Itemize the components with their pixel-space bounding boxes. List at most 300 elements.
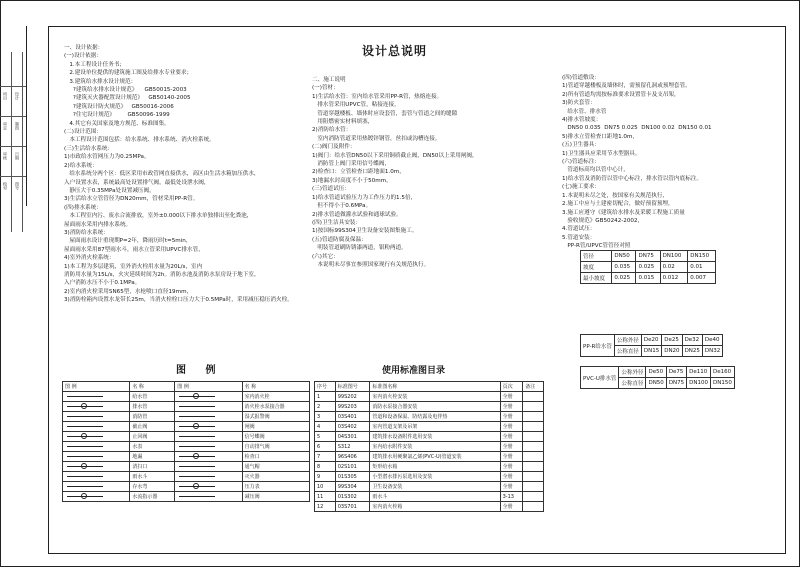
note-line: 1)本工程为多层建筑，室外消火栓用水量为20L/s，室内: [64, 263, 203, 270]
table-cell: DN32: [702, 346, 722, 357]
pipe-symbol-icon: [65, 493, 105, 499]
legend-row: [63, 482, 310, 492]
legend-name: 消防管: [130, 412, 175, 422]
table-header-cell: DN50: [612, 251, 636, 262]
legend-symbol: [63, 412, 130, 422]
table-cell: 室内消火栓箱: [370, 502, 500, 512]
note-line: 3)消防栓箱内设置水龙带长25m，当消火栓栓口压力大于0.5MPa时，采用减压稳压消火栓。: [64, 297, 293, 304]
table-row: [315, 482, 544, 492]
table-cell: 公称外径: [619, 367, 646, 378]
note-line: 验收规范》GB50242-2002，: [562, 217, 644, 224]
table-header-cell: 标准图名称: [370, 382, 500, 392]
note-line: 5.管道安装：: [562, 234, 596, 241]
pipe-symbol-icon: [65, 433, 105, 439]
note-line: 3.建筑给水排水设计规范：: [64, 78, 137, 85]
table-cell: DN50: [646, 378, 666, 389]
table-row: [315, 452, 544, 462]
pipe-symbol-icon: [65, 473, 105, 479]
table-cell: 公称直径: [614, 346, 641, 357]
table-header-cell: 序号: [315, 382, 336, 392]
legend-symbol: [63, 472, 130, 482]
table-header-cell: DN100: [660, 251, 688, 262]
table-cell: 03S701: [335, 502, 370, 512]
legend-table: [62, 381, 310, 502]
table-cell: 04S301: [335, 432, 370, 442]
table-cell: 消防水泵接合器安装: [370, 402, 500, 412]
table-header-cell: 页次: [500, 382, 523, 392]
legend-name: 止回阀: [130, 432, 175, 442]
pipe-symbol-icon: [65, 483, 105, 489]
notes-column-1: [64, 44, 302, 362]
table-cell: 公称直径: [619, 378, 646, 389]
pvcu-pipe-table: [580, 366, 735, 389]
note-line: 2)室内消火栓采用SN65型，水枪喷口直径19mm，: [64, 288, 193, 295]
legend-row: [63, 392, 310, 402]
legend-row: [63, 492, 310, 502]
title-block-row: [0, 176, 26, 177]
table-row: [315, 502, 544, 512]
pipe-symbol-icon: [177, 453, 217, 459]
legend-name: 截止阀: [130, 422, 175, 432]
note-line: PP-R管/UPVC管管径对照: [562, 243, 631, 250]
table-cell: 坡度: [581, 262, 612, 273]
table-header-cell: 备注: [523, 382, 544, 392]
table-cell: 管道和设备保温、防结露及电伴热: [370, 412, 500, 422]
table-cell: De32: [682, 335, 702, 346]
legend-symbol: [63, 482, 130, 492]
pipe-symbol-icon: [65, 423, 105, 429]
title-block-row: [0, 116, 26, 117]
table-row: [581, 273, 716, 284]
table-cell: 0.02: [660, 262, 688, 273]
note-line: 1)市政给水管网压力为0.25MPa。: [64, 154, 150, 161]
note-line: 管道穿越楼板、墙体时应设套管，套管与管道之间的缝隙: [312, 110, 458, 117]
table-header-cell: 管径: [581, 251, 612, 262]
legend-name: 清扫口: [130, 462, 175, 472]
table-row: [315, 472, 544, 482]
pipe-symbol-icon: [177, 393, 217, 399]
table-cell: De25: [662, 335, 682, 346]
table-cell: De110: [687, 367, 711, 378]
table-cell: De20: [641, 335, 661, 346]
stamp-label: 制图: [15, 122, 20, 130]
pipe-symbol-icon: [65, 393, 105, 399]
legend-symbol: [175, 392, 242, 402]
note-line: 但不得小于0.6MPa。: [312, 203, 372, 210]
pipe-symbol-icon: [177, 403, 217, 409]
table-cell: 02S101: [335, 462, 370, 472]
note-line: ?建筑灭火器配置设计规范》 GB50140-2005: [64, 95, 191, 102]
title-block-col: [11, 52, 23, 232]
legend-name: 灭火器: [242, 472, 309, 482]
pipe-symbol-icon: [177, 413, 217, 419]
legend-row: [63, 432, 310, 442]
table-cell: 矩形给水箱: [370, 462, 500, 472]
note-line: 室内消防管道采用热镀锌钢管，丝扣或沟槽连接。: [312, 135, 441, 142]
table-cell: 0.025: [612, 273, 636, 284]
note-line: ?建筑给水排水设计规范》 GB50015-2003: [64, 87, 187, 94]
table-cell: De160: [711, 367, 735, 378]
pipe-slope-table: [580, 250, 716, 284]
stamp-label: 图号: [15, 182, 20, 190]
note-line: 二、施工说明: [312, 77, 346, 83]
note-line: 2)排水管道做灌水试验和通球试验。: [312, 211, 402, 218]
table-header-cell: 名 称: [242, 382, 309, 392]
note-line: 管道标高均以管中心计，: [562, 167, 629, 174]
note-line: 5)排水立管检查口距地1.0m，: [562, 133, 639, 140]
table-cell: 建筑排水设备附件选用安装: [370, 432, 500, 442]
table-cell: 10: [315, 482, 336, 492]
table-cell: 全册: [500, 392, 523, 402]
title-block: [0, 26, 27, 206]
note-line: (五)管道防腐及保温：: [312, 236, 367, 243]
note-line: 3)生活给水立管管径为DN20mm，管材采用PP-R管。: [64, 196, 199, 203]
note-line: 1)卫生器具应采用节水型器具。: [562, 150, 641, 157]
note-line: 消防用水量为15L/s，火灾延续时间为2h。消防水池及消防水泵房设于地下室，: [64, 271, 260, 278]
note-line: 2.施工中应与土建密切配合，做好预留预埋，: [562, 201, 674, 208]
note-line: (六)管道标注：: [562, 159, 600, 166]
note-line: 2)消防给水管：: [312, 127, 352, 134]
table-cell: 室内管道支架及吊架: [370, 422, 500, 432]
table-header-cell: 标准图号: [335, 382, 370, 392]
legend-symbol: [175, 442, 242, 452]
legend-name: 自动排气阀: [242, 442, 309, 452]
legend-symbol: [63, 432, 130, 442]
legend-symbol: [63, 392, 130, 402]
note-line: 3)消防给水系统：: [64, 229, 109, 236]
table-cell: 99S304: [335, 482, 370, 492]
note-line: (一)设计依据：: [64, 53, 102, 60]
table-cell: 全册: [500, 402, 523, 412]
table-cell: DN20: [662, 346, 682, 357]
legend-symbol: [63, 442, 130, 452]
table-cell: 6: [315, 442, 336, 452]
pipe-type-label: PP-R给水管: [581, 335, 615, 357]
note-line: 入户设置水表，系统最高处设置排气阀，最低处设泄水阀，: [64, 179, 210, 186]
table-header-cell: DN75: [636, 251, 660, 262]
note-line: 1)给水管及消防管以管中心标注，排水管以管内底标注。: [562, 175, 702, 182]
table-cell: 0.012: [660, 273, 688, 284]
table-cell: 全册: [500, 472, 523, 482]
table-cell: 小型潜水排污泵选用及安装: [370, 472, 500, 482]
table-cell: 11: [315, 492, 336, 502]
table-cell: 建筑排水用硬聚氯乙烯(PVC-U)管道安装: [370, 452, 500, 462]
note-line: 3)地漏水封高度不小于50mm，: [312, 177, 392, 184]
pipe-type-label: PVC-U排水管: [581, 367, 619, 389]
table-row: [315, 432, 544, 442]
table-row: [581, 262, 716, 273]
std-list-table: [314, 381, 544, 512]
legend-name: 通气帽: [242, 462, 309, 472]
table-cell: S312: [335, 442, 370, 452]
table-cell: 室内给水附件安装: [370, 442, 500, 452]
note-line: 1)给水管道试验压力为工作压力的1.5倍，: [312, 194, 417, 201]
note-line: (四)卫生洁具安装：: [312, 219, 362, 226]
note-line: 3)防火套管：: [562, 100, 596, 107]
table-header-cell: 图 例: [63, 382, 130, 392]
legend-row: [63, 452, 310, 462]
table-row: [315, 412, 544, 422]
table-cell: [523, 482, 544, 492]
note-line: 4.其它有关国家及地方规范、标准图集。: [64, 120, 170, 127]
table-cell: 全册: [500, 432, 523, 442]
stamp-label: 校对: [3, 182, 8, 190]
legend-name: 水流指示器: [130, 492, 175, 502]
pipe-symbol-icon: [177, 463, 217, 469]
table-row: [315, 492, 544, 502]
note-line: 1.本说明未尽之处，按国家有关规范执行，: [562, 192, 669, 199]
table-row: [315, 422, 544, 432]
legend-row: [63, 402, 310, 412]
table-cell: [523, 422, 544, 432]
note-line: 1)生活给水管：室内给水管采用PP-R管，热熔连接。: [312, 93, 443, 100]
stamp-label: 审定: [3, 122, 8, 130]
pipe-symbol-icon: [177, 443, 217, 449]
legend-name: 检查口: [242, 452, 309, 462]
legend-name: 信号蝶阀: [242, 432, 309, 442]
table-cell: 全册: [500, 412, 523, 422]
table-cell: 全册: [500, 502, 523, 512]
notes-column-3: [562, 74, 776, 250]
legend-symbol: [175, 412, 242, 422]
legend-symbol: [175, 452, 242, 462]
note-line: 屋面雨水采用内排水系统。: [64, 221, 132, 228]
ppr-pipe-table: [580, 334, 723, 357]
table-cell: De50: [646, 367, 666, 378]
note-line: 本工程设计范围包括：给水系统、排水系统、消火栓系统。: [64, 137, 215, 144]
legend-row: [63, 422, 310, 432]
table-cell: 01S302: [335, 492, 370, 502]
note-line: 屋面雨水采用87型雨水斗，雨水立管采用UPVC排水管，: [64, 246, 204, 253]
pipe-symbol-icon: [177, 493, 217, 499]
legend-row: [63, 412, 310, 422]
table-cell: 0.01: [688, 262, 716, 273]
note-line: (三)生活给水系统：: [64, 145, 114, 152]
note-line: 4.管道试压：: [562, 226, 596, 233]
table-cell: 全册: [500, 422, 523, 432]
table-cell: [523, 462, 544, 472]
legend-symbol: [63, 452, 130, 462]
title-block-row: [0, 86, 26, 87]
table-header-row: [63, 382, 310, 392]
pipe-symbol-icon: [177, 423, 217, 429]
stamp-label: 设计: [15, 92, 20, 100]
table-cell: DN100: [687, 378, 711, 389]
table-cell: [523, 392, 544, 402]
table-cell: 96S406: [335, 452, 370, 462]
note-line: DN50 0.035 DN75 0.025 DN100 0.02 DN150 0.01: [562, 125, 712, 132]
table-cell: 9: [315, 472, 336, 482]
table-row: [315, 392, 544, 402]
table-cell: 03S401: [335, 412, 370, 422]
legend-symbol: [175, 462, 242, 472]
legend-symbol: [175, 472, 242, 482]
note-line: 1)按国标99S304卫生设备安装图集施工。: [312, 228, 418, 235]
table-cell: [523, 412, 544, 422]
table-cell: 3: [315, 412, 336, 422]
table-row: [315, 442, 544, 452]
note-line: 2)给水系统：: [64, 162, 98, 169]
table-header-cell: 图 例: [175, 382, 242, 392]
legend-row: [63, 462, 310, 472]
note-line: 1.本工程设计任务书；: [64, 61, 126, 68]
legend-symbol: [63, 402, 130, 412]
table-cell: 0.035: [612, 262, 636, 273]
legend-name: 地漏: [130, 452, 175, 462]
std-list-title: 使用标准图目录: [382, 366, 446, 376]
table-header-row: [581, 251, 716, 262]
table-cell: 99S202: [335, 392, 370, 402]
table-cell: 4: [315, 422, 336, 432]
table-cell: 全册: [500, 452, 523, 462]
table-cell: 3-13: [500, 492, 523, 502]
legend-name: 室内消火栓: [242, 392, 309, 402]
legend-symbol: [63, 462, 130, 472]
table-header-cell: DN150: [688, 251, 716, 262]
legend-symbol: [175, 432, 242, 442]
note-line: 静压大于0.35MPa处设置减压阀，: [64, 187, 155, 194]
pipe-symbol-icon: [65, 443, 105, 449]
table-cell: [523, 492, 544, 502]
note-line: 消防管上阀门采用信号蝶阀，: [312, 161, 391, 168]
note-line: (四)管道敷设：: [562, 75, 600, 81]
note-line: 明装管道刷防锈漆两道，银粉两道。: [312, 245, 407, 252]
table-cell: 全册: [500, 482, 523, 492]
table-cell: [523, 472, 544, 482]
table-row: [315, 402, 544, 412]
title-block-row: [0, 146, 26, 147]
pipe-symbol-icon: [177, 483, 217, 489]
legend-name: 水表: [130, 442, 175, 452]
pipe-symbol-icon: [65, 403, 105, 409]
table-cell: 0.007: [688, 273, 716, 284]
note-line: 排水管采用UPVC管，粘接连接，: [312, 102, 400, 109]
table-cell: 最小坡度: [581, 273, 612, 284]
note-line: 2)检查口：立管检查口距地面1.0m，: [312, 169, 405, 176]
drawing-title: 设计总说明: [362, 44, 428, 58]
legend-name: 雨水斗: [130, 472, 175, 482]
note-line: 一、设计依据：: [64, 45, 104, 51]
note-line: (二)设计范围：: [64, 129, 102, 136]
legend-symbol: [175, 402, 242, 412]
table-cell: [523, 432, 544, 442]
table-row: [581, 335, 723, 346]
note-line: (四)排水系统：: [64, 204, 102, 211]
stamp-label: 日期: [15, 152, 20, 160]
pipe-symbol-icon: [65, 413, 105, 419]
note-line: 用阻燃密实材料填塞，: [312, 119, 374, 126]
table-cell: DN75: [666, 378, 686, 389]
table-cell: DN150: [711, 378, 735, 389]
table-cell: 1: [315, 392, 336, 402]
table-cell: 全册: [500, 462, 523, 472]
note-line: (六)其它：: [312, 253, 339, 260]
legend-symbol: [175, 492, 242, 502]
table-cell: 8: [315, 462, 336, 472]
note-line: 入户消防水压不小于0.1MPa。: [64, 280, 141, 287]
note-line: 1)管道穿越楼板及墙体时，需预留孔洞或预埋套管。: [562, 83, 691, 90]
note-line: 4)室外消火栓系统：: [64, 255, 115, 262]
legend-symbol: [175, 482, 242, 492]
note-line: ?建筑设计防火规范》 GB50016-2006: [64, 103, 174, 110]
legend-name: 排水管: [130, 402, 175, 412]
note-line: 2.建设单位提供的建筑施工图及给排水专业要求；: [64, 70, 193, 77]
legend-name: 存水弯: [130, 482, 175, 492]
legend-name: 减压阀: [242, 492, 309, 502]
table-cell: DN25: [682, 346, 702, 357]
table-cell: 5: [315, 432, 336, 442]
legend-symbol: [63, 492, 130, 502]
table-cell: 01S305: [335, 472, 370, 482]
table-cell: 12: [315, 502, 336, 512]
table-cell: 公称外径: [614, 335, 641, 346]
pipe-symbol-icon: [65, 463, 105, 469]
table-cell: 03S402: [335, 422, 370, 432]
table-cell: 卫生设备安装: [370, 482, 500, 492]
note-line: (一)管材：: [312, 85, 339, 92]
table-cell: 99S203: [335, 402, 370, 412]
table-cell: 雨水斗: [370, 492, 500, 502]
note-line: (五)卫生器具：: [562, 142, 600, 149]
legend-name: 消火栓水泵接合器: [242, 402, 309, 412]
note-line: (二)阀门及附件：: [312, 144, 356, 151]
table-row: [315, 462, 544, 472]
table-cell: De75: [666, 367, 686, 378]
table-cell: [523, 452, 544, 462]
table-row: [581, 367, 735, 378]
note-line: ?住宅设计规范》 GB50096-1999: [64, 112, 170, 119]
table-cell: [523, 502, 544, 512]
note-line: 给水系统分两个区：低区采用市政管网直接供水，高区由生活水箱加压供水，: [64, 171, 260, 178]
legend-name: 压力表: [242, 482, 309, 492]
table-cell: 2: [315, 402, 336, 412]
table-cell: 室内消火栓安装: [370, 392, 500, 402]
pipe-symbol-icon: [177, 433, 217, 439]
pipe-symbol-icon: [65, 453, 105, 459]
note-line: 1)阀门：给水管DN50以下采用铜质截止阀，DN50以上采用闸阀，: [312, 152, 478, 159]
note-line: 2)所有管道均需按标准要求设置管卡及支吊架，: [562, 91, 680, 98]
note-line: (三)管道试压：: [312, 186, 350, 193]
table-cell: DN15: [641, 346, 661, 357]
note-line: 3.施工应遵守《建筑给水排水及采暖工程施工质量: [562, 209, 685, 216]
note-line: 本说明未尽事宜参照国家现行有关规范执行。: [312, 261, 430, 268]
note-line: 屋面雨水设计重现期P=2年，降雨历时t=5min，: [64, 238, 192, 245]
table-cell: 0.015: [636, 273, 660, 284]
table-cell: De40: [702, 335, 722, 346]
legend-row: [63, 472, 310, 482]
note-line: 4)排水管坡度：: [562, 117, 602, 124]
note-line: 本工程室内污、废水合流排放，室外±0.000以下排水单独排出至化粪池，: [64, 213, 253, 220]
legend-name: 湿式报警阀: [242, 412, 309, 422]
table-header-row: [315, 382, 544, 392]
stamp-label: 审核: [3, 152, 8, 160]
table-cell: 0.025: [636, 262, 660, 273]
table-cell: 全册: [500, 442, 523, 452]
notes-column-2: [312, 76, 542, 346]
legend-title: 图 例: [176, 365, 224, 376]
note-line: (七)施工要求：: [562, 184, 600, 191]
legend-row: [63, 442, 310, 452]
table-header-cell: 名 称: [130, 382, 175, 392]
table-cell: [523, 402, 544, 412]
pipe-symbol-icon: [177, 473, 217, 479]
note-line: 给水管、排水管: [562, 108, 607, 115]
legend-symbol: [175, 422, 242, 432]
legend-name: 闸阀: [242, 422, 309, 432]
legend-name: 给水管: [130, 392, 175, 402]
table-cell: 7: [315, 452, 336, 462]
stamp-label: 项目: [3, 92, 8, 100]
